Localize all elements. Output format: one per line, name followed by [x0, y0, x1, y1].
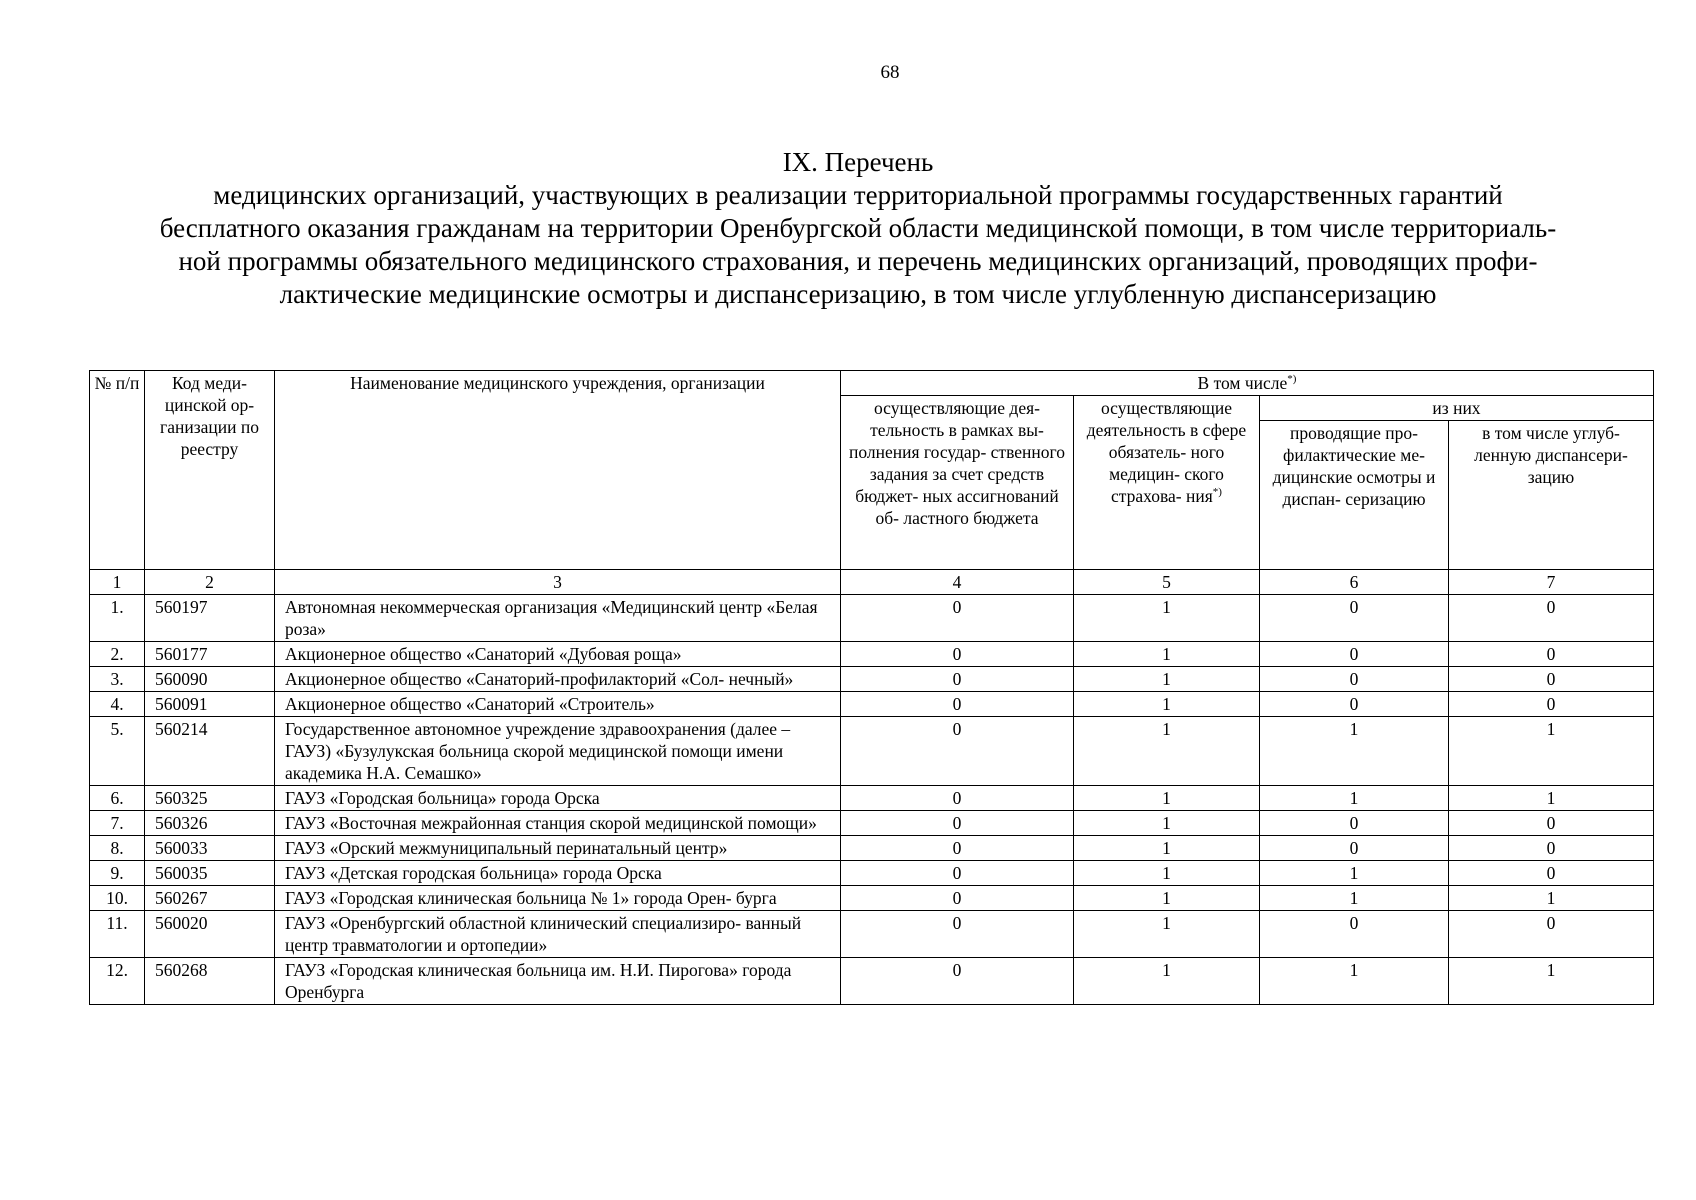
org-code: 560325 [145, 786, 275, 811]
value-budget: 0 [841, 911, 1074, 958]
org-name: ГАУЗ «Городская клиническая больница им. Н.И. Пирогова» города Оренбурга [275, 958, 841, 1005]
table-row [90, 667, 1654, 692]
table-row [90, 886, 1654, 911]
value-oms: 1 [1074, 786, 1260, 811]
org-name: ГАУЗ «Городская больница» города Орска [275, 786, 841, 811]
row-number: 1. [90, 595, 145, 642]
org-code: 560267 [145, 886, 275, 911]
value-prof: 0 [1260, 911, 1449, 958]
row-number: 12. [90, 958, 145, 1005]
value-oms: 1 [1074, 642, 1260, 667]
table-row [90, 642, 1654, 667]
document-title [108, 146, 1608, 311]
value-prof: 1 [1260, 786, 1449, 811]
value-deep: 0 [1449, 861, 1654, 886]
org-code: 560268 [145, 958, 275, 1005]
value-prof: 0 [1260, 692, 1449, 717]
org-code: 560033 [145, 836, 275, 861]
header-of-them: из них [1260, 396, 1654, 421]
value-prof: 1 [1260, 717, 1449, 786]
org-name: Акционерное общество «Санаторий-профилакторий «Сол- нечный» [275, 667, 841, 692]
value-oms: 1 [1074, 836, 1260, 861]
column-number: 4 [841, 570, 1074, 595]
row-number: 4. [90, 692, 145, 717]
org-code: 560035 [145, 861, 275, 886]
table-row [90, 958, 1654, 1005]
column-number: 5 [1074, 570, 1260, 595]
header-name: Наименование медицинского учреждения, организации [275, 371, 841, 570]
title-line: лактические медицинские осмотры и диспансеризацию, в том числе углубленную диспансеризацию [279, 279, 1437, 309]
value-oms: 1 [1074, 861, 1260, 886]
footnote-mark: *) [1212, 486, 1222, 499]
row-number: 10. [90, 886, 145, 911]
value-oms: 1 [1074, 667, 1260, 692]
value-prof: 0 [1260, 642, 1449, 667]
header-oms-text: осуществляющие деятельность в сфере обязатель- ного медицин- ского страхова- ния [1086, 398, 1247, 506]
table-row [90, 811, 1654, 836]
org-code: 560177 [145, 642, 275, 667]
table-row [90, 717, 1654, 786]
value-prof: 1 [1260, 958, 1449, 1005]
value-deep: 0 [1449, 667, 1654, 692]
column-numbers-row [90, 570, 1654, 595]
value-deep: 0 [1449, 836, 1654, 861]
value-budget: 0 [841, 786, 1074, 811]
org-name: ГАУЗ «Оренбургский областной клинический специализиро- ванный центр травматологии и ортопедии» [275, 911, 841, 958]
value-deep: 1 [1449, 886, 1654, 911]
table-row [90, 692, 1654, 717]
value-deep: 1 [1449, 717, 1654, 786]
header-prof: проводящие про- филактические ме- дицинские осмотры и диспан- серизацию [1260, 421, 1449, 570]
org-name: Акционерное общество «Санаторий «Строитель» [275, 692, 841, 717]
value-deep: 0 [1449, 811, 1654, 836]
column-number: 7 [1449, 570, 1654, 595]
org-code: 560090 [145, 667, 275, 692]
value-deep: 0 [1449, 911, 1654, 958]
org-name: ГАУЗ «Восточная межрайонная станция скорой медицинской помощи» [275, 811, 841, 836]
org-code: 560197 [145, 595, 275, 642]
value-budget: 0 [841, 595, 1074, 642]
column-number: 3 [275, 570, 841, 595]
org-name: Государственное автономное учреждение здравоохранения (далее – ГАУЗ) «Бузулукская больница скорой медицинской помощи имени академика Н.А. Семашко» [275, 717, 841, 786]
org-code: 560091 [145, 692, 275, 717]
header-oms [1074, 396, 1260, 570]
header-including-text: В том числе [1197, 373, 1288, 393]
value-prof: 0 [1260, 667, 1449, 692]
value-budget: 0 [841, 861, 1074, 886]
table-row [90, 786, 1654, 811]
row-number: 11. [90, 911, 145, 958]
row-number: 7. [90, 811, 145, 836]
table-row [90, 836, 1654, 861]
header-num: № п/п [90, 371, 145, 570]
value-deep: 0 [1449, 692, 1654, 717]
title-heading: IX. Перечень [782, 147, 934, 177]
title-line: ной программы обязательного медицинского страхования, и перечень медицинских организаций, проводящих профи- [178, 246, 1538, 276]
value-prof: 0 [1260, 811, 1449, 836]
value-oms: 1 [1074, 811, 1260, 836]
value-budget: 0 [841, 717, 1074, 786]
row-number: 8. [90, 836, 145, 861]
value-budget: 0 [841, 836, 1074, 861]
row-number: 2. [90, 642, 145, 667]
value-oms: 1 [1074, 595, 1260, 642]
header-code: Код меди- цинской ор- ганизации по реестру [145, 371, 275, 570]
table-row [90, 861, 1654, 886]
org-name: ГАУЗ «Городская клиническая больница № 1» города Орен- бурга [275, 886, 841, 911]
value-deep: 0 [1449, 595, 1654, 642]
row-number: 6. [90, 786, 145, 811]
table-row [90, 595, 1654, 642]
value-oms: 1 [1074, 911, 1260, 958]
value-deep: 0 [1449, 642, 1654, 667]
header-deep: в том числе углуб- ленную диспансери- зацию [1449, 421, 1654, 570]
value-budget: 0 [841, 886, 1074, 911]
org-name: Автономная некоммерческая организация «Медицинский центр «Белая роза» [275, 595, 841, 642]
value-oms: 1 [1074, 958, 1260, 1005]
value-deep: 1 [1449, 786, 1654, 811]
column-number: 6 [1260, 570, 1449, 595]
table-row [90, 911, 1654, 958]
value-oms: 1 [1074, 692, 1260, 717]
row-number: 9. [90, 861, 145, 886]
row-number: 3. [90, 667, 145, 692]
value-budget: 0 [841, 642, 1074, 667]
org-code: 560326 [145, 811, 275, 836]
org-name: ГАУЗ «Орский межмуниципальный перинатальный центр» [275, 836, 841, 861]
value-prof: 1 [1260, 861, 1449, 886]
org-code: 560214 [145, 717, 275, 786]
organizations-table [89, 370, 1654, 1005]
value-prof: 0 [1260, 836, 1449, 861]
org-code: 560020 [145, 911, 275, 958]
value-oms: 1 [1074, 717, 1260, 786]
value-budget: 0 [841, 811, 1074, 836]
column-number: 2 [145, 570, 275, 595]
title-line: медицинских организаций, участвующих в реализации территориальной программы государственных гарантий [213, 180, 1503, 210]
footnote-mark: *) [1287, 373, 1297, 386]
org-name: ГАУЗ «Детская городская больница» города Орска [275, 861, 841, 886]
value-deep: 1 [1449, 958, 1654, 1005]
value-budget: 0 [841, 958, 1074, 1005]
page-number: 68 [880, 62, 900, 83]
row-number: 5. [90, 717, 145, 786]
value-budget: 0 [841, 667, 1074, 692]
header-budget: осуществляющие дея- тельность в рамках вы- полнения государ- ственного задания за счет средств бюджет- ных ассигнований об- ластного бюджета [841, 396, 1074, 570]
value-budget: 0 [841, 692, 1074, 717]
value-oms: 1 [1074, 886, 1260, 911]
value-prof: 0 [1260, 595, 1449, 642]
header-including [841, 371, 1654, 396]
org-name: Акционерное общество «Санаторий «Дубовая роща» [275, 642, 841, 667]
value-prof: 1 [1260, 886, 1449, 911]
column-number: 1 [90, 570, 145, 595]
title-line: бесплатного оказания гражданам на территории Оренбургской области медицинской помощи, в том числе территориаль- [159, 213, 1557, 243]
